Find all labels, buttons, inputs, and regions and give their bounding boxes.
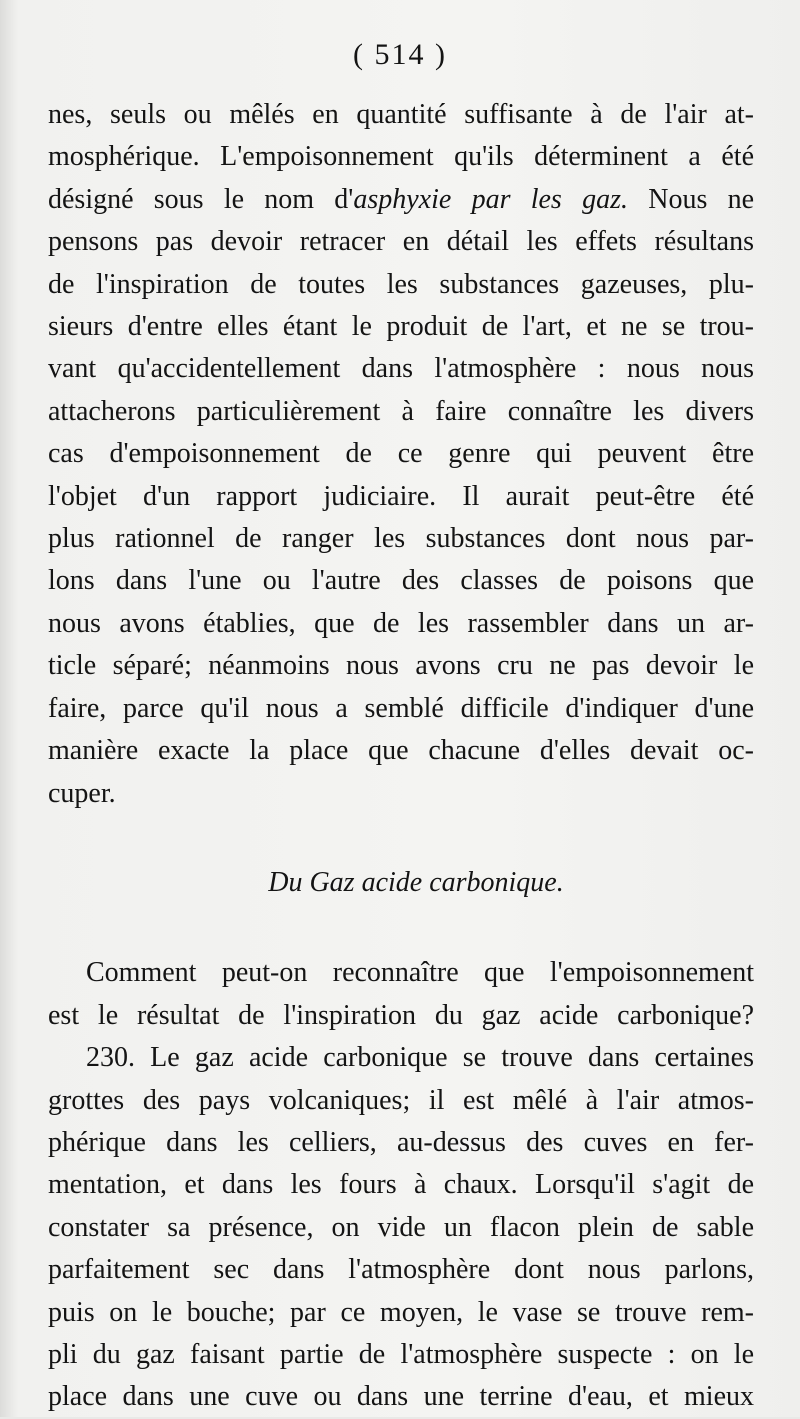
- text-line: parfaitement sec dans l'atmosphère dont nous parlons,: [48, 1254, 754, 1286]
- text-line: attacherons particulièrement à faire connaître les divers: [48, 395, 754, 427]
- text-line: l'objet d'un rapport judiciaire. Il aurait peut-être été: [48, 480, 754, 512]
- text-line: mosphérique. L'empoisonnement qu'ils déterminent a été: [48, 141, 754, 173]
- text-line: grottes des pays volcaniques; il est mêlé à l'air atmos-: [48, 1084, 754, 1116]
- text-line-end: Nous ne: [627, 183, 755, 215]
- italic-term: asphyxie par les gaz.: [353, 183, 628, 215]
- question-line: Comment peut-on reconnaître que l'empoisonnement: [86, 957, 754, 989]
- text-line: [48, 179, 754, 221]
- body-text: [48, 94, 754, 1419]
- text-line: sieurs d'entre elles étant le produit de l'art, et ne se trou-: [48, 311, 754, 343]
- text-line: de l'inspiration de toutes les substances gazeuses, plu-: [48, 268, 754, 300]
- text-line: mentation, et dans les fours à chaux. Lorsqu'il s'agit de: [48, 1169, 754, 1201]
- text-line: cuper.: [48, 777, 116, 809]
- text-line: plus rationnel de ranger les substances dont nous par-: [48, 523, 754, 555]
- text-line: pensons pas devoir retracer en détail les effets résultans: [48, 226, 754, 258]
- text-line: lons dans l'une ou l'autre des classes de poisons que: [48, 565, 754, 597]
- question-line: est le résultat de l'inspiration du gaz acide carbonique?: [48, 999, 754, 1031]
- text-line: cas d'empoisonnement de ce genre qui peuvent être: [48, 438, 754, 470]
- text-line: ticle séparé; néanmoins nous avons cru ne pas devoir le: [48, 650, 754, 682]
- section-title: Du Gaz acide carbonique.: [268, 866, 564, 898]
- text-line: nous avons établies, que de les rassembler dans un ar-: [48, 607, 754, 639]
- text-line: phérique dans les celliers, au-dessus des cuves en fer-: [48, 1126, 754, 1158]
- text-line: constater sa présence, on vide un flacon plein de sable: [48, 1211, 754, 1243]
- text-line-start: désigné sous le nom d': [48, 183, 354, 215]
- text-line: manière exacte la place que chacune d'elles devait oc-: [48, 735, 754, 767]
- text-line: pli du gaz faisant partie de l'atmosphère suspecte : on le: [48, 1338, 754, 1370]
- text-line: nes, seuls ou mêlés en quantité suffisante à de l'air at-: [48, 99, 754, 130]
- text-line: vant qu'accidentellement dans l'atmosphère : nous nous: [48, 353, 754, 385]
- text-line: 230. Le gaz acide carbonique se trouve dans certaines: [86, 1042, 754, 1074]
- text-line: place dans une cuve ou dans une terrine d'eau, et mieux: [48, 1381, 754, 1413]
- page-number: ( 514 ): [353, 38, 447, 71]
- text-line: faire, parce qu'il nous a semblé difficile d'indiquer d'une: [48, 692, 754, 724]
- text-line: puis on le bouche; par ce moyen, le vase se trouve rem-: [48, 1296, 754, 1328]
